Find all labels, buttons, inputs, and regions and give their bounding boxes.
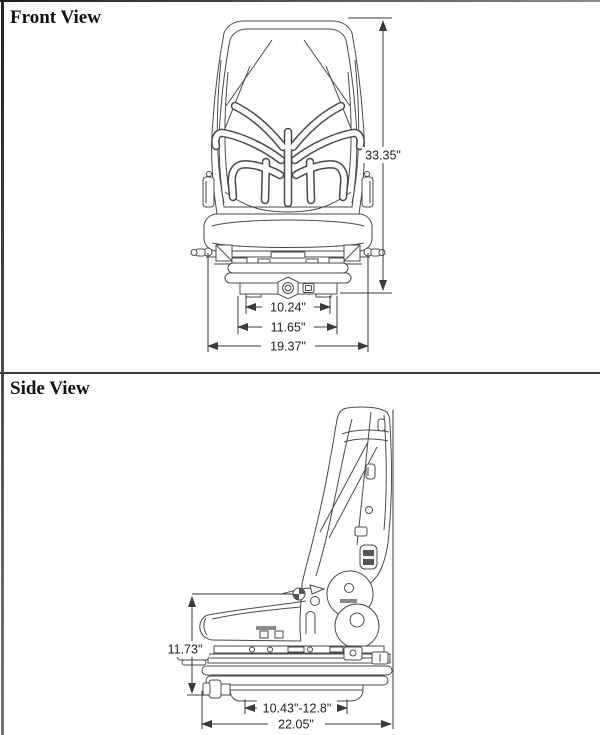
cushion-seam xyxy=(204,618,207,635)
base-foot xyxy=(316,294,331,297)
headrest-seam xyxy=(344,439,388,442)
backrest-contour xyxy=(316,419,352,576)
height-knob xyxy=(209,680,221,698)
bracket-bolt xyxy=(311,597,320,606)
dim-label-overall-depth: 22.05" xyxy=(278,717,314,732)
sip-marker xyxy=(293,588,305,600)
under-cushion-tab xyxy=(275,631,283,638)
base-switch xyxy=(303,284,314,293)
base-foot xyxy=(246,294,261,297)
backrest-stitch-channels xyxy=(215,106,360,203)
base-band xyxy=(206,676,388,685)
dim-label-slide-range: 10.43"-12.8" xyxy=(262,701,332,716)
rear-tab xyxy=(310,585,324,594)
shoulder-seam xyxy=(226,40,272,106)
under-cushion-tab xyxy=(260,631,268,638)
mount-bolt xyxy=(207,172,212,177)
base-box-side xyxy=(230,685,363,701)
rail-tab xyxy=(288,647,304,652)
rail-tab xyxy=(330,647,343,652)
armrest-mount-left xyxy=(203,177,214,207)
cushion-seam xyxy=(212,607,300,619)
bellows-band xyxy=(228,263,348,273)
base-band xyxy=(202,666,392,675)
backrest-latch xyxy=(366,464,375,479)
adjust-knob-right xyxy=(379,250,385,256)
height-knob-cap xyxy=(203,683,210,695)
front-view-title: Front View xyxy=(10,7,101,28)
sip-quadrant xyxy=(293,594,299,600)
suspension-pivot-housing xyxy=(335,604,379,648)
rail-tab xyxy=(271,252,305,258)
headrest-slot xyxy=(378,419,385,431)
pivot-housing xyxy=(335,604,379,648)
cushion-bottom-edge xyxy=(212,640,301,641)
side-view-drawing xyxy=(162,407,393,733)
tension-knob xyxy=(283,283,294,294)
base-side xyxy=(202,666,392,701)
dim-label-base-width-mid: 11.65" xyxy=(270,320,306,335)
rail-bracket xyxy=(344,647,362,660)
slide-handle xyxy=(182,660,206,665)
seat-cushion-side xyxy=(200,601,306,641)
front-view-drawing xyxy=(191,18,405,354)
mount-bolt xyxy=(365,172,370,177)
armrest-mount-right xyxy=(362,177,373,207)
dim-label-overall-width: 19.37" xyxy=(270,339,306,354)
dim-label-base-width-inner: 10.24" xyxy=(270,300,306,315)
backrest-side xyxy=(302,407,391,590)
strap-buckle xyxy=(355,527,367,536)
backrest-contour xyxy=(384,415,386,530)
brand-text-mark xyxy=(340,599,357,603)
dim-label-overall-height: 33.35" xyxy=(365,148,401,163)
backrest-front-edge xyxy=(302,408,347,590)
shoulder-seam xyxy=(304,40,350,106)
bracket-slot xyxy=(306,612,315,635)
dim-label-height-to-sip: 11.73" xyxy=(167,642,203,657)
side-dim-slide-range xyxy=(245,699,347,716)
backrest-bolt xyxy=(366,507,373,514)
side-view-title: Side View xyxy=(10,378,90,399)
recline-lever xyxy=(360,545,377,569)
adjust-knob-left xyxy=(191,250,197,256)
label-text-mark xyxy=(256,626,276,630)
